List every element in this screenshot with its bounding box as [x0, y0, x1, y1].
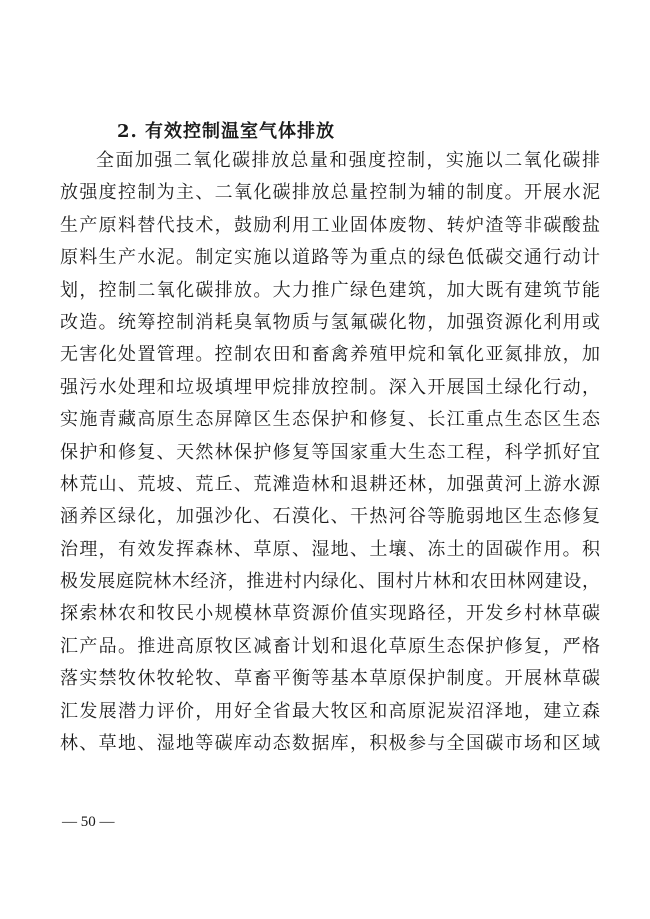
paragraph-line: 极发展庭院林木经济，推进村内绿化、围村片林和农田林网建设，	[60, 571, 600, 593]
paragraph-line: 原料生产水泥。制定实施以道路等为重点的绿色低碳交通行动计	[60, 247, 600, 269]
body-paragraph	[60, 145, 600, 760]
paragraph-line: 全面加强二氧化碳排放总量和强度控制，实施以二氧化碳排	[96, 150, 600, 171]
paragraph-line: 放强度控制为主、二氧化碳排放总量控制为辅的制度。开展水泥	[60, 182, 600, 204]
paragraph-line: 落实禁牧休牧轮牧、草畜平衡等基本草原保护制度。开展林草碳	[60, 668, 600, 690]
paragraph-line: 林、草地、湿地等碳库动态数据库，积极参与全国碳市场和区域	[60, 733, 600, 755]
paragraph-line: 林荒山、荒坡、荒丘、荒滩造林和退耕还林，加强黄河上游水源	[60, 473, 600, 495]
paragraph-line: 探索林农和牧民小规模林草资源价值实现路径，开发乡村林草碳	[60, 603, 600, 625]
paragraph-line: 划，控制二氧化碳排放。大力推广绿色建筑，加大既有建筑节能	[60, 279, 600, 301]
paragraph-line: 强污水处理和垃圾填埋甲烷排放控制。深入开展国土绿化行动，	[60, 376, 600, 398]
paragraph-line: 改造。统筹控制消耗臭氧物质与氢氟碳化物，加强资源化利用或	[60, 311, 600, 333]
paragraph-line: 汇发展潜力评价，用好全省最大牧区和高原泥炭沼泽地，建立森	[60, 700, 600, 722]
paragraph-line: 治理，有效发挥森林、草原、湿地、土壤、冻土的固碳作用。积	[60, 538, 600, 560]
paragraph-line: 无害化处置管理。控制农田和畜禽养殖甲烷和氧化亚氮排放，加	[60, 344, 600, 366]
section-heading: 2. 有效控制温室气体排放	[117, 121, 336, 142]
paragraph-line: 汇产品。推进高原牧区减畜计划和退化草原生态保护修复，严格	[60, 635, 600, 657]
page-number: — 50 —	[62, 814, 115, 830]
paragraph-line: 涵养区绿化，加强沙化、石漠化、干热河谷等脆弱地区生态修复	[60, 506, 600, 528]
paragraph-line: 保护和修复、天然林保护修复等国家重大生态工程，科学抓好宜	[60, 441, 600, 463]
paragraph-line: 生产原料替代技术，鼓励利用工业固体废物、转炉渣等非碳酸盐	[60, 214, 600, 236]
paragraph-line: 实施青藏高原生态屏障区生态保护和修复、长江重点生态区生态	[60, 409, 600, 431]
